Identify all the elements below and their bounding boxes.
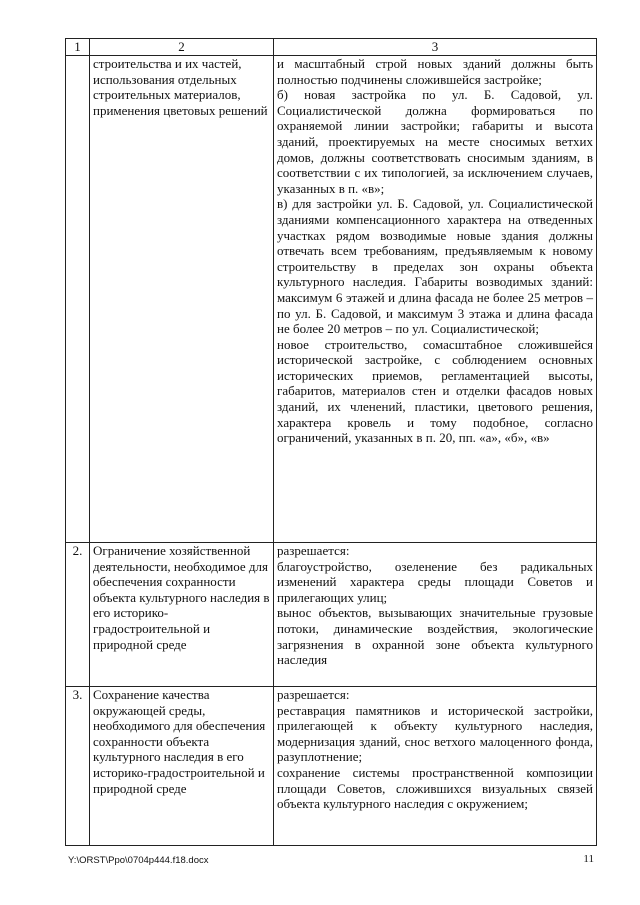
row-requirements bbox=[274, 56, 597, 543]
requirement-text: новое строительство, сомасштабное сложившейся исторической застройке, с соблюдением основных исторических приемов, регламентацией высоты, габаритов, материалов стен и отделки фасадов новых зданий, их членений, пластики, цветового решения, характера кровель и тому подобное, согласно ограничений, указанных в п. 20, пп. «а», «б», «в» bbox=[277, 336, 593, 446]
row-requirements bbox=[274, 687, 597, 846]
requirement-text: разрешается: bbox=[277, 543, 350, 558]
requirement-text: сохранение системы пространственной композиции площади Советов, сложившихся визуальных связей объекта культурного наследия с окружением; bbox=[277, 764, 593, 812]
requirement-text: в) для застройки ул. Б. Садовой, ул. Социалистической зданиями компенсационного характера на отведенных участках рядом возводимые новые здания должны отвечать всем требованиям, предъявляемым к новому строительству в пределах зон охраны объекта культурного наследия. Габариты возводимых зданий: максимум 6 этажей и длина фасада не более 25 метров – по ул. Б. Садовой, и максимум 3 этажа и длина фасада не более 20 метров – по ул. Социалистической; bbox=[277, 196, 593, 337]
footer-page-number: 11 bbox=[583, 853, 594, 865]
row-subject: Сохранение качества окружающей среды, необходимого для обеспечения сохранности объекта культурного наследия в его историко-градостроительной и природной среде bbox=[90, 687, 274, 846]
requirement-text: реставрация памятников и исторической застройки, прилегающей к объекту культурного наследия, модернизация зданий, снос ветхого малоценного фонда, разуплотнение; bbox=[277, 702, 593, 765]
requirement-text: благоустройство, озеленение без радикальных изменений характера среды площади Советов и прилегающих улиц; bbox=[277, 558, 593, 605]
requirement-text: вынос объектов, вызывающих значительные грузовые потоки, динамические воздействия, экологические загрязнения в охранной зоне объекта культурного наследия bbox=[277, 605, 593, 668]
table-row bbox=[66, 687, 597, 846]
requirement-text: разрешается: bbox=[277, 687, 350, 702]
header-col-1: 1 bbox=[66, 39, 90, 56]
header-col-3: 3 bbox=[274, 39, 597, 56]
row-number: 3. bbox=[66, 687, 90, 846]
header-col-2: 2 bbox=[90, 39, 274, 56]
regulations-table bbox=[65, 38, 597, 846]
row-subject: строительства и их частей, использования отдельных строительных материалов, применения цветовых решений bbox=[90, 56, 274, 543]
requirement-text: б) новая застройка по ул. Б. Садовой, ул. Социалистической должна формироваться по охраняемой линии застройки; габариты и высота зданий, проектируемых на месте сносимых ветхих домов, должны соответствовать сносимым зданиям, в соответствии с их типологией, за исключением случаев, указанных в п. «в»; bbox=[277, 87, 593, 196]
row-requirements bbox=[274, 543, 597, 687]
table-header-row bbox=[66, 39, 597, 56]
row-subject: Ограничение хозяйственной деятельности, необходимое для обеспечения сохранности объекта культурного наследия в его историко-градостроительной и природной среде bbox=[90, 543, 274, 687]
footer-file-path: Y:\ORST\Ppo\0704p444.f18.docx bbox=[68, 855, 209, 866]
row-number bbox=[66, 56, 90, 543]
table-row bbox=[66, 543, 597, 687]
table-row bbox=[66, 56, 597, 543]
requirement-text: и масштабный строй новых зданий должны быть полностью подчинены сложившейся застройке; bbox=[277, 56, 593, 87]
row-number: 2. bbox=[66, 543, 90, 687]
